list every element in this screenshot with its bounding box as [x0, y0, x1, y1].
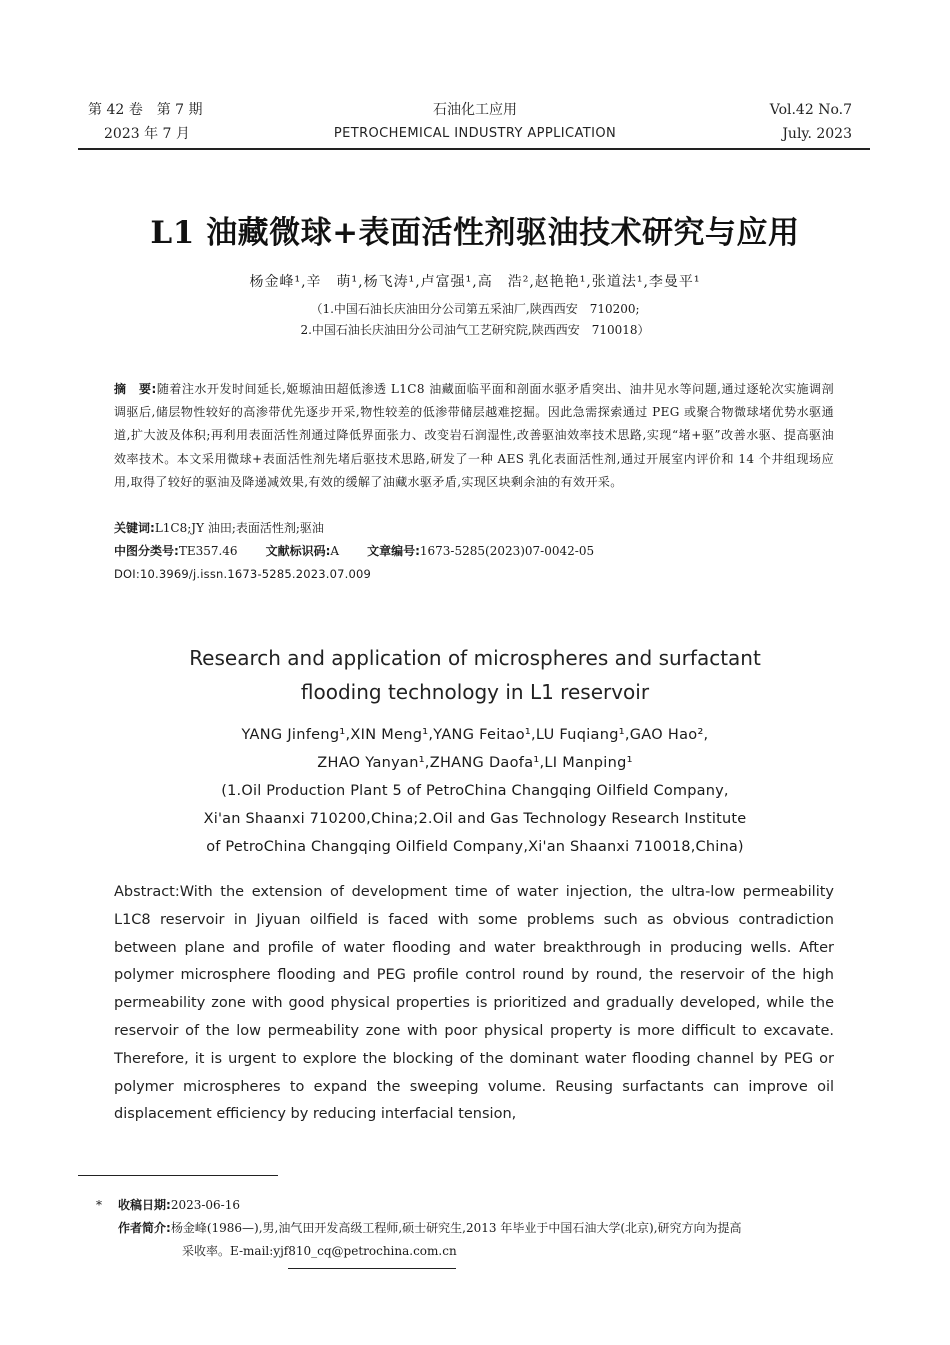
keywords-cn — [114, 517, 324, 539]
classification-line — [114, 540, 594, 562]
received-label: 收稿日期: — [118, 1198, 171, 1212]
abstract-en-label: Abstract: — [114, 884, 180, 900]
header-volno: Vol.42 No.7 — [769, 102, 852, 118]
abstract-en — [114, 879, 834, 1129]
doc-code-label: 文献标识码: — [265, 544, 331, 558]
authors-en — [0, 721, 950, 777]
clc-value: TE357.46 — [178, 544, 238, 558]
paper-title-en-line2: flooding technology in L1 reservoir — [300, 680, 650, 704]
paper-title-cn: L1 油藏微球+表面活性剂驱油技术研究与应用 — [150, 215, 800, 251]
header-date-cn: 2023 年 7 月 — [104, 126, 190, 142]
author-bio — [118, 1217, 878, 1263]
footnote-divider — [78, 1175, 278, 1176]
header-journal — [300, 98, 650, 146]
author-bio-label: 作者简介: — [118, 1221, 171, 1235]
abstract-cn-text: 随着注水开发时间延长,姬塬油田超低渗透 L1C8 油藏面临平面和剖面水驱矛盾突出、油井见水等问题,通过逐轮次实施调剖调驱后,储层物性较好的高渗带优先逐步开采,物性较差的低渗带储层越难挖掘。因此急需探索通过 PEG 或聚合物微球堵优势水驱通道,扩大波及体积;再利用表面活性剂通过降低界面张力、改变岩石润湿性,改善驱油效率技术思路,实现“堵+驱”改善水驱、提高驱油效率技术。本文采用微球+表面活性剂先堵后驱技术思路,研发了一种 AES 乳化表面活性剂,通过开展室内评价和 14 个井组现场应用,取得了较好的驱油及降递减效果,有效的缓解了油藏水驱矛盾,实现区块剩余油的有效开采。 — [114, 382, 834, 489]
affiliation-en-line2: Xi'an Shaanxi 710200,China;2.Oil and Gas Technology Research Institute — [203, 811, 747, 827]
affiliation-en — [0, 777, 950, 861]
author-bio-text: 杨金峰(1986—),男,油气田开发高级工程师,硕士研究生,2013 年毕业于中国石油大学(北京),研究方向为提高 — [170, 1221, 742, 1235]
abstract-en-text: With the extension of development time of water injection, the ultra-low permeability L1C8 reservoir in Jiyuan oilfield is faced with some problems such as obvious contradiction between plane and profile of water flooding and water breakthrough in producing wells. After polymer microsphere flooding and PEG profile control round by round, the reservoir of the high permeability zone with good physical properties is prioritized and gradually developed, while the reservoir of the low permeability zone with poor physical property is more difficult to excavate. Therefore, it is urgent to explore the blocking of the dominant water flooding channel by PEG or polymer microspheres to expand the sweeping volume. Reusing surfactants can improve oil displacement efficiency by reducing interfacial tension, — [114, 884, 834, 1123]
header-journal-cn: 石油化工应用 — [433, 102, 517, 118]
paper-title-en-line1: Research and application of microspheres and surfactant — [189, 646, 761, 670]
clc-label: 中图分类号: — [114, 544, 179, 558]
paper-title-en — [0, 641, 950, 709]
article-no-value: 1673-5285(2023)07-0042-05 — [419, 544, 595, 558]
authors-cn: 杨金峰¹,辛 萌¹,杨飞涛¹,卢富强¹,高 浩²,赵艳艳¹,张道法¹,李曼平¹ — [249, 274, 701, 290]
header-volume: 第 42 卷 第 7 期 — [88, 102, 203, 118]
affiliation-en-line3: of PetroChina Changqing Oilfield Company,Xi'an Shaanxi 710018,China) — [206, 839, 744, 855]
footnote-star: * — [96, 1198, 102, 1212]
abstract-cn — [114, 378, 834, 494]
header-divider — [78, 148, 870, 150]
received-date — [118, 1194, 240, 1217]
affiliation-en-line1: (1.Oil Production Plant 5 of PetroChina Changqing Oilfield Company, — [221, 783, 729, 799]
doc-code-value: A — [330, 544, 340, 558]
affiliation-cn-2: 2.中国石油长庆油田分公司油气工艺研究院,陕西西安 710018） — [300, 323, 650, 337]
affiliation-cn-1: （1.中国石油长庆油田分公司第五采油厂,陕西西安 710200; — [310, 302, 640, 316]
header-date-en: July. 2023 — [782, 126, 852, 142]
keywords-label: 关键词: — [114, 521, 155, 535]
doi[interactable]: DOI:10.3969/j.issn.1673-5285.2023.07.009 — [114, 567, 372, 581]
header-journal-en: PETROCHEMICAL INDUSTRY APPLICATION — [333, 126, 617, 141]
header-volume-issue — [88, 98, 203, 146]
authors-en-line2: ZHAO Yanyan¹,ZHANG Daofa¹,LI Manping¹ — [317, 755, 633, 771]
header-vol-en — [770, 98, 852, 146]
abstract-cn-label: 摘 要: — [114, 382, 157, 396]
author-bio-email: 采收率。E-mail:yjf810_cq@petrochina.com.cn — [182, 1244, 457, 1258]
authors-en-line1: YANG Jinfeng¹,XIN Meng¹,YANG Feitao¹,LU Fuqiang¹,GAO Hao², — [241, 727, 709, 743]
received-value: 2023-06-16 — [170, 1198, 240, 1212]
footnote-end-rule — [288, 1268, 456, 1269]
article-no-label: 文章编号: — [367, 544, 420, 558]
keywords-text: L1C8;JY 油田;表面活性剂;驱油 — [154, 521, 324, 535]
